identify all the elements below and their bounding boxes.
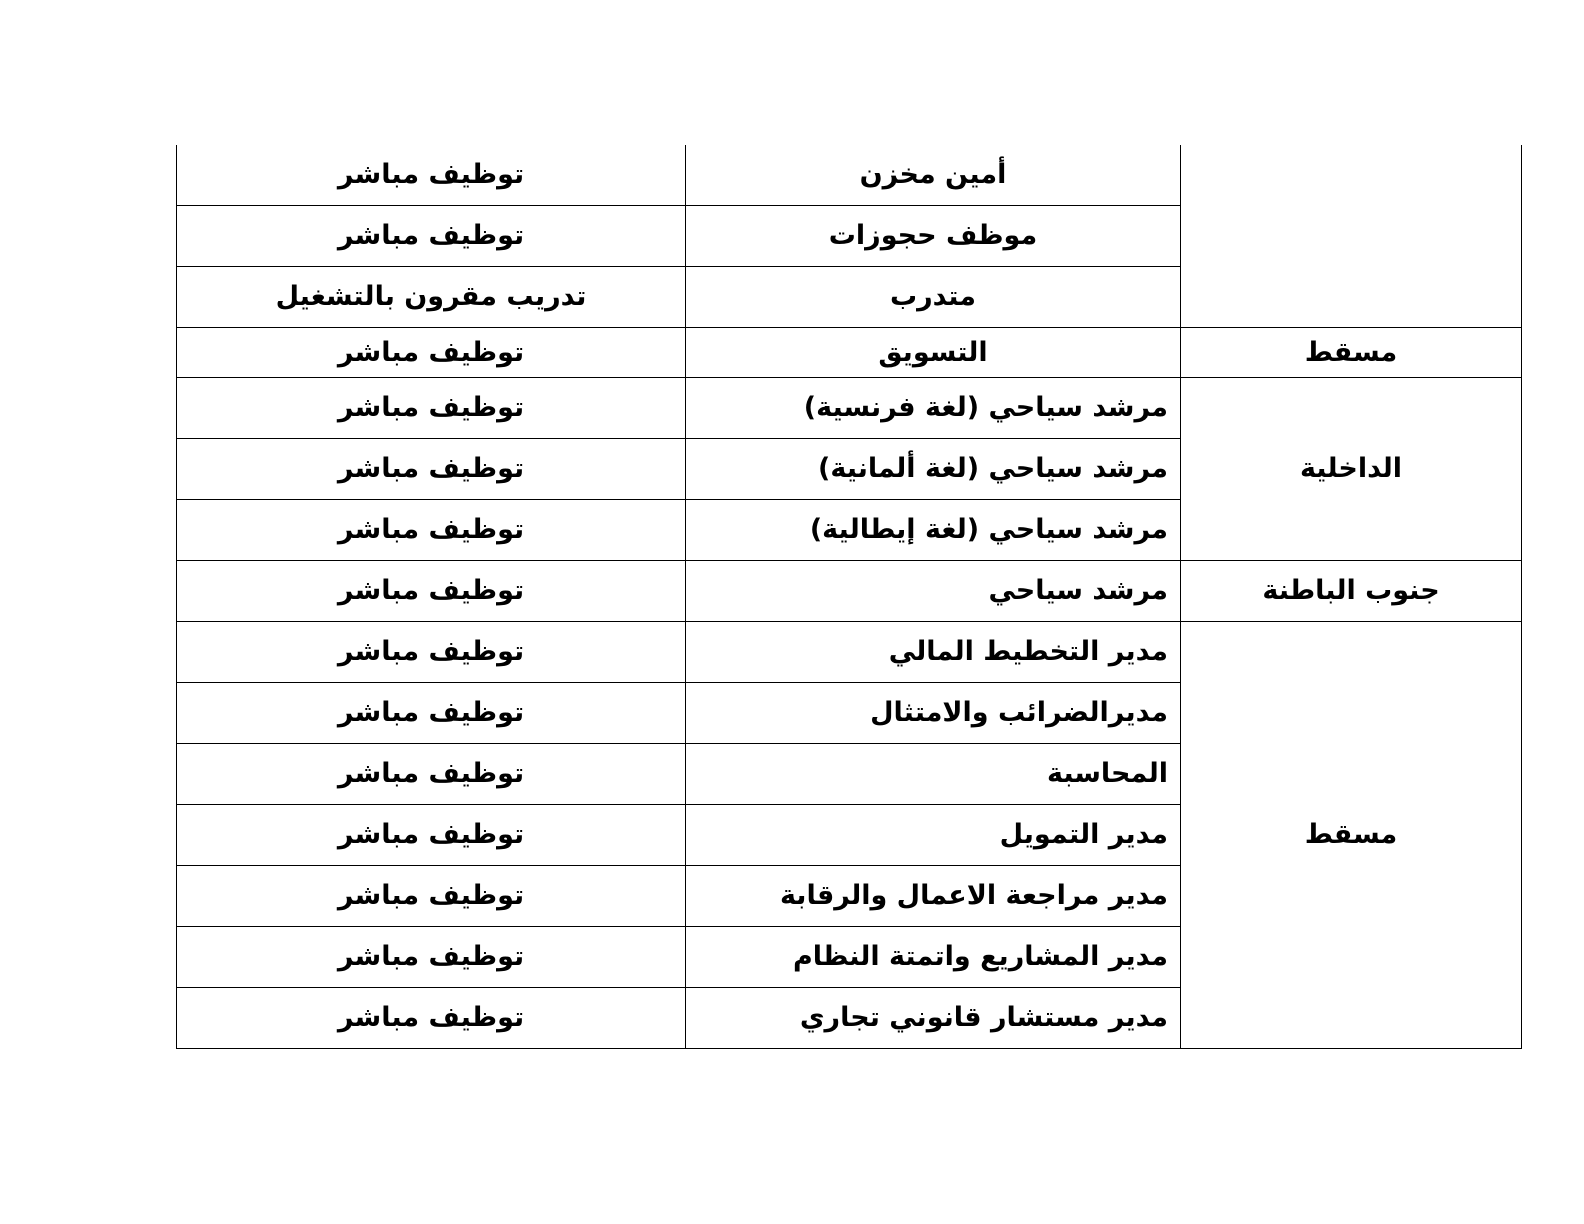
job-title-cell: مدير مستشار قانوني تجاري (686, 988, 1181, 1049)
job-title-cell: مدير مراجعة الاعمال والرقابة (686, 866, 1181, 927)
employment-type-cell: توظيف مباشر (177, 927, 686, 988)
employment-type-cell: توظيف مباشر (177, 500, 686, 561)
employment-type-cell: توظيف مباشر (177, 328, 686, 378)
governorate-cell: مسقط (1181, 328, 1522, 378)
job-title-cell: أمين مخزن (686, 145, 1181, 206)
job-title-cell: متدرب (686, 267, 1181, 328)
job-title-cell: مدير التمويل (686, 805, 1181, 866)
employment-type-cell: توظيف مباشر (177, 683, 686, 744)
job-title-cell: مرشد سياحي (686, 561, 1181, 622)
job-title-cell: المحاسبة (686, 744, 1181, 805)
governorate-cell: الداخلية (1181, 378, 1522, 561)
job-title-cell: مرشد سياحي (لغة فرنسية) (686, 378, 1181, 439)
table-row (177, 622, 1522, 683)
job-title-cell: موظف حجوزات (686, 206, 1181, 267)
employment-type-cell: توظيف مباشر (177, 866, 686, 927)
job-title-cell: مدير التخطيط المالي (686, 622, 1181, 683)
table-row (177, 145, 1522, 206)
employment-type-cell: توظيف مباشر (177, 561, 686, 622)
employment-type-cell: توظيف مباشر (177, 744, 686, 805)
governorate-cell (1181, 145, 1522, 328)
employment-type-cell: توظيف مباشر (177, 378, 686, 439)
table-row (177, 378, 1522, 439)
job-title-cell: التسويق (686, 328, 1181, 378)
job-title-cell: مرشد سياحي (لغة ألمانية) (686, 439, 1181, 500)
employment-type-cell: توظيف مباشر (177, 805, 686, 866)
job-title-cell: مرشد سياحي (لغة إيطالية) (686, 500, 1181, 561)
employment-type-cell: توظيف مباشر (177, 439, 686, 500)
job-title-cell: مدير المشاريع واتمتة النظام (686, 927, 1181, 988)
employment-type-cell: توظيف مباشر (177, 145, 686, 206)
job-title-cell: مديرالضرائب والامتثال (686, 683, 1181, 744)
employment-type-cell: توظيف مباشر (177, 206, 686, 267)
employment-type-cell: تدريب مقرون بالتشغيل (177, 267, 686, 328)
governorate-cell: مسقط (1181, 622, 1522, 1049)
employment-type-cell: توظيف مباشر (177, 622, 686, 683)
employment-type-cell: توظيف مباشر (177, 988, 686, 1049)
jobs-table (176, 145, 1522, 1049)
governorate-cell: جنوب الباطنة (1181, 561, 1522, 622)
table-row (177, 561, 1522, 622)
table-row (177, 328, 1522, 378)
